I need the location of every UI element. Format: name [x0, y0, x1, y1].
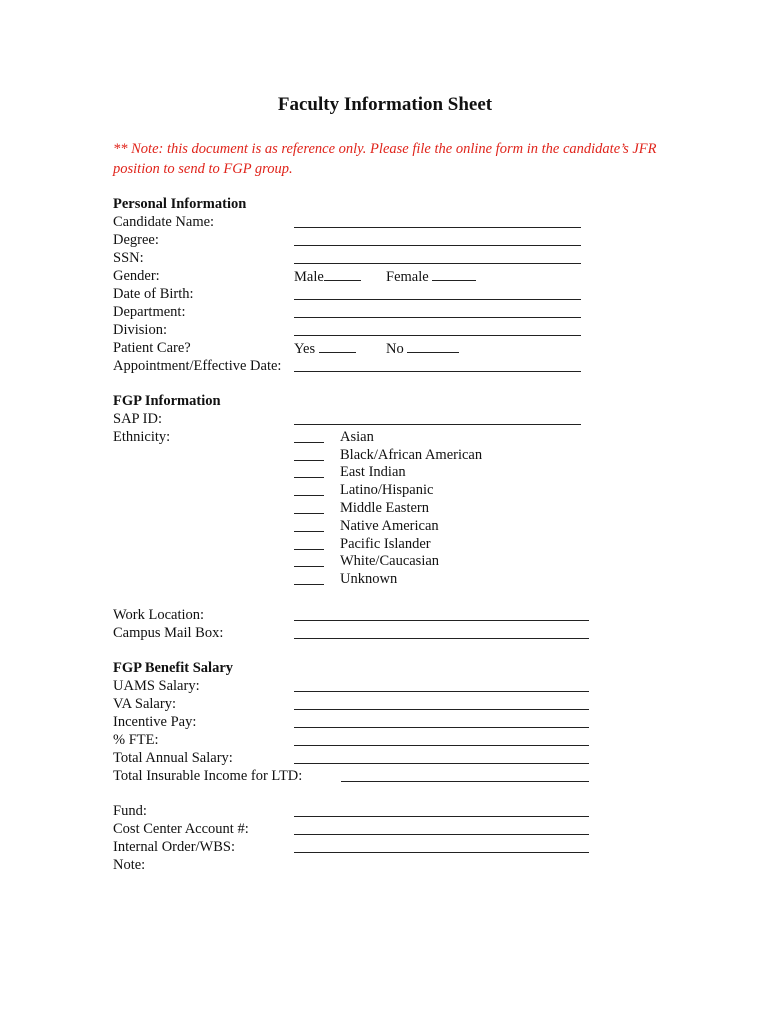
ethnicity-label: Ethnicity: — [113, 429, 171, 445]
division-field[interactable] — [294, 335, 581, 336]
ethnicity-option-label: Black/African American — [340, 447, 483, 463]
ethnicity-checkbox[interactable] — [294, 549, 324, 550]
patient-care-label: Patient Care? — [113, 340, 191, 356]
work-location-field[interactable] — [294, 620, 589, 621]
appointment-date-label: Appointment/Effective Date: — [113, 358, 282, 374]
gender-female-blank[interactable] — [432, 267, 476, 281]
work-location-label: Work Location: — [113, 607, 205, 623]
total-annual-salary-label: Total Annual Salary: — [113, 750, 233, 766]
va-salary-field[interactable] — [294, 709, 589, 710]
internal-order-field[interactable] — [294, 852, 589, 853]
fund-label: Fund: — [113, 803, 147, 819]
ethnicity-checkbox[interactable] — [294, 460, 324, 461]
degree-label: Degree: — [113, 232, 159, 248]
gender-male-label: Male — [294, 269, 324, 285]
appointment-date-field[interactable] — [294, 371, 581, 372]
ethnicity-checkbox[interactable] — [294, 477, 324, 478]
sap-id-field[interactable] — [294, 424, 581, 425]
department-label: Department: — [113, 304, 186, 320]
patient-care-yes-option[interactable] — [294, 339, 356, 358]
gender-label: Gender: — [113, 268, 160, 284]
gender-female-label: Female — [386, 269, 429, 285]
page-title: Faculty Information Sheet — [277, 94, 493, 115]
va-salary-label: VA Salary: — [113, 696, 176, 712]
ethnicity-option-label: Middle Eastern — [340, 500, 429, 516]
ethnicity-option-label: Unknown — [340, 571, 398, 587]
ethnicity-checkbox[interactable] — [294, 566, 324, 567]
ethnicity-option-label: East Indian — [340, 464, 406, 480]
fte-label: % FTE: — [113, 732, 159, 748]
ethnicity-option-label: Pacific Islander — [340, 536, 431, 552]
fund-field[interactable] — [294, 816, 589, 817]
cost-center-field[interactable] — [294, 834, 589, 835]
campus-mail-box-label: Campus Mail Box: — [113, 625, 224, 641]
section-heading-personal: Personal Information — [113, 196, 247, 212]
section-heading-fgp: FGP Information — [113, 393, 221, 409]
ethnicity-option-label: Latino/Hispanic — [340, 482, 434, 498]
department-field[interactable] — [294, 317, 581, 318]
ethnicity-checkbox[interactable] — [294, 513, 324, 514]
incentive-pay-label: Incentive Pay: — [113, 714, 197, 730]
ethnicity-checkbox[interactable] — [294, 584, 324, 585]
dob-field[interactable] — [294, 299, 581, 300]
candidate-name-label: Candidate Name: — [113, 214, 215, 230]
division-label: Division: — [113, 322, 167, 338]
campus-mail-box-field[interactable] — [294, 638, 589, 639]
degree-field[interactable] — [294, 245, 581, 246]
ethnicity-checkbox[interactable] — [294, 442, 324, 443]
gender-male-blank[interactable] — [324, 267, 361, 281]
ethnicity-option-label: Native American — [340, 518, 439, 534]
ssn-label: SSN: — [113, 250, 144, 266]
ethnicity-checkbox[interactable] — [294, 531, 324, 532]
fte-field[interactable] — [294, 745, 589, 746]
total-insurable-income-field[interactable] — [341, 781, 589, 782]
uams-salary-field[interactable] — [294, 691, 589, 692]
internal-order-label: Internal Order/WBS: — [113, 839, 236, 855]
total-insurable-income-label: Total Insurable Income for LTD: — [113, 768, 303, 784]
gender-male-option[interactable] — [294, 267, 361, 286]
patient-care-yes-blank[interactable] — [319, 339, 356, 353]
patient-care-no-label: No — [386, 341, 404, 357]
section-heading-salary: FGP Benefit Salary — [113, 660, 234, 676]
candidate-name-field[interactable] — [294, 227, 581, 228]
ethnicity-option-label: Asian — [340, 429, 374, 445]
patient-care-yes-label: Yes — [294, 341, 316, 357]
ssn-field[interactable] — [294, 263, 581, 264]
reference-note: ** Note: this document is as reference only. Please file the online form in the candidate’s JFR position to send to FGP group. — [113, 141, 657, 177]
dob-label: Date of Birth: — [113, 286, 194, 302]
ethnicity-checkbox[interactable] — [294, 495, 324, 496]
incentive-pay-field[interactable] — [294, 727, 589, 728]
ethnicity-option-label: White/Caucasian — [340, 553, 440, 569]
patient-care-no-blank[interactable] — [407, 339, 459, 353]
uams-salary-label: UAMS Salary: — [113, 678, 200, 694]
gender-female-option[interactable] — [386, 267, 476, 286]
total-annual-salary-field[interactable] — [294, 763, 589, 764]
cost-center-label: Cost Center Account #: — [113, 821, 249, 837]
patient-care-no-option[interactable] — [386, 339, 459, 358]
sap-id-label: SAP ID: — [113, 411, 163, 427]
note-label: Note: — [113, 857, 146, 873]
